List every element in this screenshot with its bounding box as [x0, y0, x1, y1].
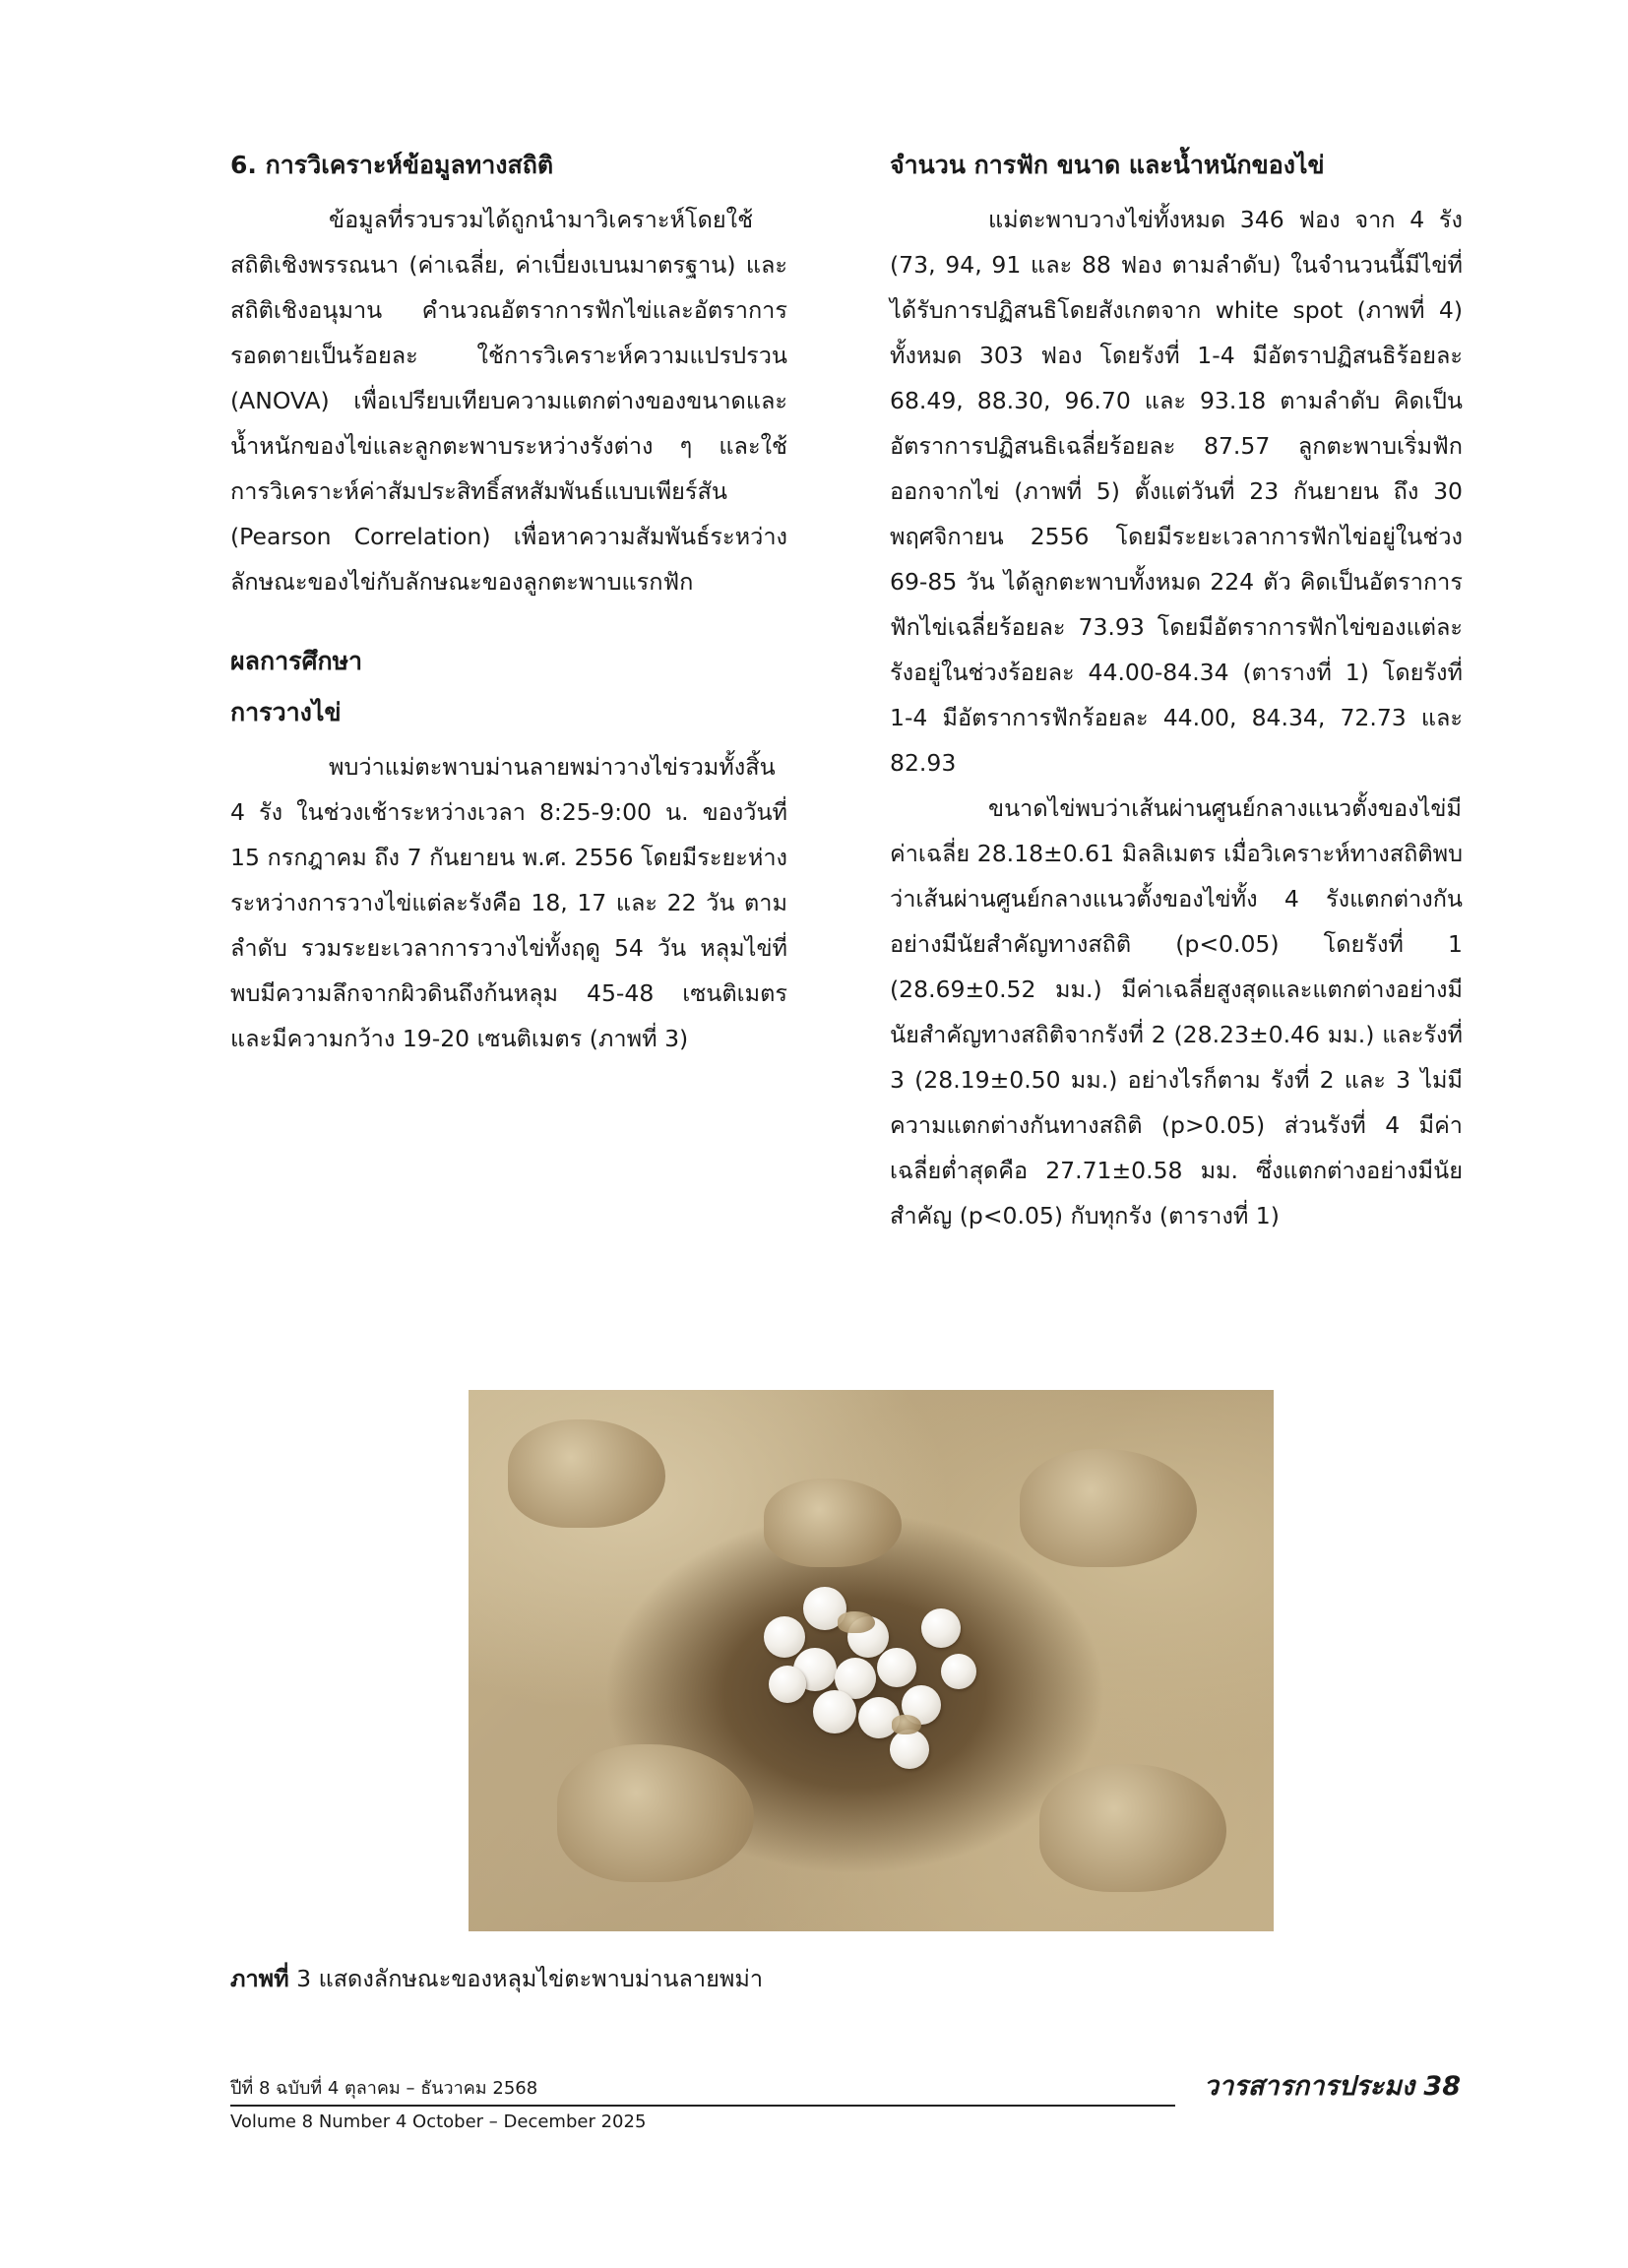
left-column [230, 146, 787, 1061]
footer-journal-page: วารสารการประมง 38 [1203, 2071, 1461, 2102]
results-heading: ผลการศึกษา [230, 647, 363, 675]
right-column [890, 146, 1463, 1238]
footer-issue-thai: ปีที่ 8 ฉบับที่ 4 ตุลาคม – ธันวาคม 2568 [230, 2078, 538, 2099]
egg-hatching-heading: จำนวน การฟัก ขนาด และน้ำหนักของไข่ [890, 151, 1325, 179]
statistics-paragraph: ข้อมูลที่รวบรวมได้ถูกนำมาวิเคราะห์โดยใช้สถิติเชิงพรรณนา (ค่าเฉลี่ย, ค่าเบี่ยงเบนมาตรฐาน) และสถิติเชิงอนุมาน คำนวณอัตราการฟักไข่และอัตราการรอดตายเป็นร้อยละ ใช้การวิเคราะห์ความแปรปรวน (ANOVA) เพื่อเปรียบเทียบความแตกต่างของขนาดและน้ำหนักของไข่และลูกตะพาบระหว่างรังต่าง ๆ และใช้การวิเคราะห์ค่าสัมประสิทธิ์สหสัมพันธ์แบบเพียร์สัน (Pearson Correlation) เพื่อหาความสัมพันธ์ระหว่างลักษณะของไข่กับลักษณะของลูกตะพาบแรกฟัก [230, 206, 787, 596]
footer-issue-english: Volume 8 Number 4 October – December 2025 [230, 2111, 647, 2132]
figure-caption [230, 1959, 1461, 1998]
hatching-paragraph: แม่ตะพาบวางไข่ทั้งหมด 346 ฟอง จาก 4 รัง (73, 94, 91 และ 88 ฟอง ตามลำดับ) ในจำนวนนี้มีไข่ที่ได้รับการปฏิสนธิโดยสังเกตจาก white spot (ภาพที่ 4) ทั้งหมด 303 ฟอง โดยรังที่ 1-4 มีอัตราปฏิสนธิร้อยละ 68.49, 88.30, 96.70 และ 93.18 ตามลำดับ คิดเป็นอัตราการปฏิสนธิเฉลี่ยร้อยละ 87.57 ลูกตะพาบเริ่มฟักออกจากไข่ (ภาพที่ 5) ตั้งแต่วันที่ 23 กันยายน ถึง 30 พฤศจิกายน 2556 โดยมีระยะเวลาการฟักไข่อยู่ในช่วง 69-85 วัน ได้ลูกตะพาบทั้งหมด 224 ตัว คิดเป็นอัตราการฟักไข่เฉลี่ยร้อยละ 73.93 โดยมีอัตราการฟักไข่ของแต่ละรังอยู่ในช่วงร้อยละ 44.00-84.34 (ตารางที่ 1) โดยรังที่ 1-4 มีอัตราการฟักร้อยละ 44.00, 84.34, 72.73 และ 82.93 [890, 206, 1463, 777]
egg-size-paragraph: ขนาดไข่พบว่าเส้นผ่านศูนย์กลางแนวตั้งของไข่มีค่าเฉลี่ย 28.18±0.61 มิลลิเมตร เมื่อวิเคราะห์ทางสถิติพบว่าเส้นผ่านศูนย์กลางแนวตั้งของไข่ทั้ง 4 รังแตกต่างกันอย่างมีนัยสำคัญทางสถิติ (p<0.05) โดยรังที่ 1 (28.69±0.52 มม.) มีค่าเฉลี่ยสูงสุดและแตกต่างอย่างมีนัยสำคัญทางสถิติจากรังที่ 2 (28.23±0.46 มม.) และรังที่ 3 (28.19±0.50 มม.) อย่างไรก็ตาม รังที่ 2 และ 3 ไม่มีความแตกต่างกันทางสถิติ (p>0.05) ส่วนรังที่ 4 มีค่าเฉลี่ยต่ำสุดคือ 27.71±0.58 มม. ซึ่งแตกต่างอย่างมีนัยสำคัญ (p<0.05) กับทุกรัง (ตารางที่ 1) [890, 794, 1463, 1229]
figure-caption-text: 3 แสดงลักษณะของหลุมไข่ตะพาบม่านลายพม่า [288, 1965, 764, 1992]
figure-caption-label: ภาพที่ [230, 1965, 289, 1992]
section-heading-statistics: 6. การวิเคราะห์ข้อมูลทางสถิติ [230, 151, 554, 179]
nest-photo [469, 1390, 1274, 1931]
footer-divider [230, 2105, 1175, 2107]
egg-laying-heading: การวางไข่ [230, 698, 342, 726]
egg-laying-paragraph: พบว่าแม่ตะพาบม่านลายพม่าวางไข่รวมทั้งสิ้น 4 รัง ในช่วงเช้าระหว่างเวลา 8:25-9:00 น. ของวันที่ 15 กรกฎาคม ถึง 7 กันยายน พ.ศ. 2556 โดยมีระยะห่างระหว่างการวางไข่แต่ละรังคือ 18, 17 และ 22 วัน ตามลำดับ รวมระยะเวลาการวางไข่ทั้งฤดู 54 วัน หลุมไข่ที่พบมีความลึกจากผิวดินถึงก้นหลุม 45-48 เซนติเมตร และมีความกว้าง 19-20 เซนติเมตร (ภาพที่ 3) [230, 753, 787, 1052]
